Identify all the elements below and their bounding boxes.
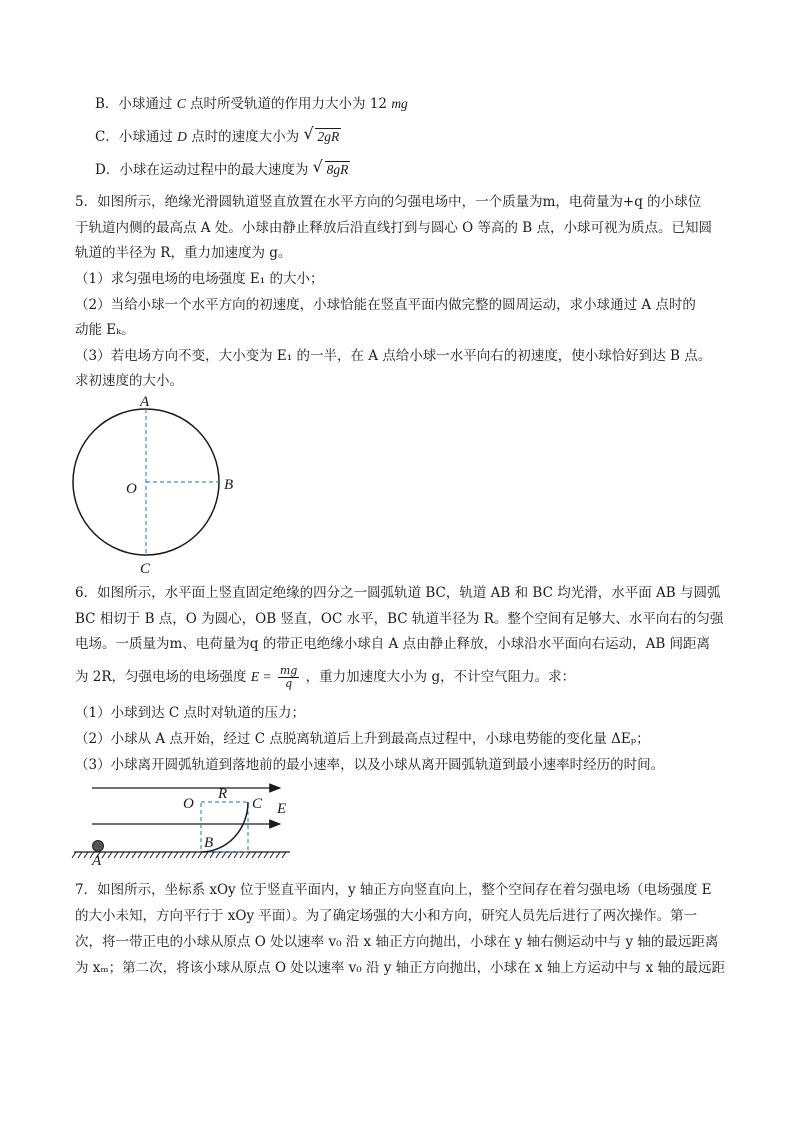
q6-line-3: 电场。一质量为m、电荷量为q 的带正电绝缘小球自 A 点由静止释放，小球沿水平面向右运动，AB 间距离 (75, 636, 711, 652)
q4-option-b-prefix: B．小球通过 (95, 96, 173, 112)
q6-line-4-prefix: 为 2R，匀强电场的电场强度 (75, 669, 247, 685)
q6-sub-2: （2）小球从 A 点开始，经过 C 点脱离轨道后上升到最高点过程中，小球电势能的变化量 ΔEₚ； (75, 731, 650, 747)
label-o: O (183, 796, 194, 812)
q4-option-d (95, 157, 350, 180)
q4-option-d-root: 8gR (326, 162, 349, 177)
q4-option-c-point: D (177, 129, 187, 144)
label-o: O (126, 481, 137, 497)
charged-ball (93, 841, 104, 852)
q6-field-eq: E = (250, 669, 272, 684)
q7-line-3: 次，将一带正电的小球从原点 O 处以速率 v₀ 沿 x 轴正方向抛出，小球在 y 轴右侧运动中与 y 轴的最远距离 (75, 934, 719, 950)
q6-sub-3: （3）小球离开圆弧轨道到落地前的最小速率，以及小球从离开圆弧轨道到最小速率时经历的时间。 (75, 757, 665, 773)
label-e: E (277, 801, 287, 817)
q4-option-b-mid: 点时所受轨道的作用力大小为 12 (190, 96, 388, 112)
q6-track-figure (70, 780, 300, 865)
q6-line-2: BC 相切于 B 点，O 为圆心，OB 竖直，OC 水平，BC 轨道半径为 R。整个空间有足够大、水平向右的匀强 (75, 611, 724, 627)
q7-line-2: 的大小未知，方向平行于 xOy 平面）。为了确定场强的大小和方向，研究人员先后进行了两次操作。第一 (75, 908, 698, 924)
q6-line-4 (75, 665, 575, 690)
q6-field-fraction (278, 665, 299, 690)
q4-option-c-mid: 点时的速度大小为 (191, 129, 300, 145)
q6-fraction-numerator: mg (279, 664, 298, 677)
label-c: C (140, 561, 151, 577)
q5-line-8: 求初速度的大小。 (75, 373, 183, 389)
q4-option-c-prefix: C．小球通过 (95, 129, 173, 145)
q6-fraction-denominator: q (285, 677, 293, 690)
q4-option-b-unit: mg (391, 96, 408, 111)
label-r: R (218, 786, 228, 802)
q7-line-1: 7．如图所示，坐标系 xOy 位于竖直平面内，y 轴正方向竖直向上，整个空间存在着匀强电场（电场强度 E (75, 882, 712, 898)
q4-option-c (95, 124, 341, 147)
q5-line-6: 动能 Eₖ。 (75, 322, 135, 338)
q4-option-b-point: C (176, 96, 186, 111)
label-a: A (92, 853, 102, 865)
q6-sub-1: （1）小球到达 C 点时对轨道的压力； (75, 705, 306, 721)
q5-line-1: 5．如图所示，绝缘光滑圆轨道竖直放置在水平方向的匀强电场中，一个质量为m，电荷量为+q 的小球位 (75, 194, 702, 210)
q5-circle-figure (60, 390, 260, 580)
label-b: B (204, 835, 214, 851)
label-a: A (140, 394, 150, 410)
label-b: B (224, 477, 234, 493)
q5-line-2: 于轨道内侧的最高点 A 处。小球由静止释放后沿直线打到与圆心 O 等高的 B 点，小球可视为质点。已知圆 (75, 220, 712, 236)
q5-line-4: （1）求匀强电场的电场强度 E₁ 的大小； (75, 271, 324, 287)
ground-hatching (72, 852, 286, 858)
q5-line-3: 轨道的半径为 R，重力加速度为 g。 (75, 245, 292, 261)
q4-option-c-sqrt: √ 2gR (303, 124, 340, 144)
q4-option-b (95, 94, 408, 114)
q5-line-7: （3）若电场方向不变，大小变为 E₁ 的一半，在 A 点给小球一水平向右的初速度，使小球恰好到达 B 点。 (75, 348, 712, 364)
q6-line-4-suffix: ，重力加速度大小为 g，不计空气阻力。求： (305, 669, 576, 685)
label-c: C (252, 796, 263, 812)
q7-line-4: 为 xₘ；第二次，将该小球从原点 O 处以速率 v₀ 沿 y 轴正方向抛出，小球在 x 轴上方运动中与 x 轴的最远距 (75, 960, 726, 976)
q4-option-d-sqrt: √ 8gR (312, 157, 349, 177)
q6-line-1: 6．如图所示，水平面上竖直固定绝缘的四分之一圆弧轨道 BC，轨道 AB 和 BC 均光滑，水平面 AB 与圆弧 (75, 585, 721, 601)
q5-line-5: （2）当给小球一个水平方向的初速度，小球恰能在竖直平面内做完整的圆周运动，求小球通过 A 点时的 (75, 297, 696, 313)
q4-option-c-root: 2gR (317, 129, 340, 144)
q4-option-d-prefix: D．小球在运动过程中的最大速度为 (95, 162, 309, 178)
